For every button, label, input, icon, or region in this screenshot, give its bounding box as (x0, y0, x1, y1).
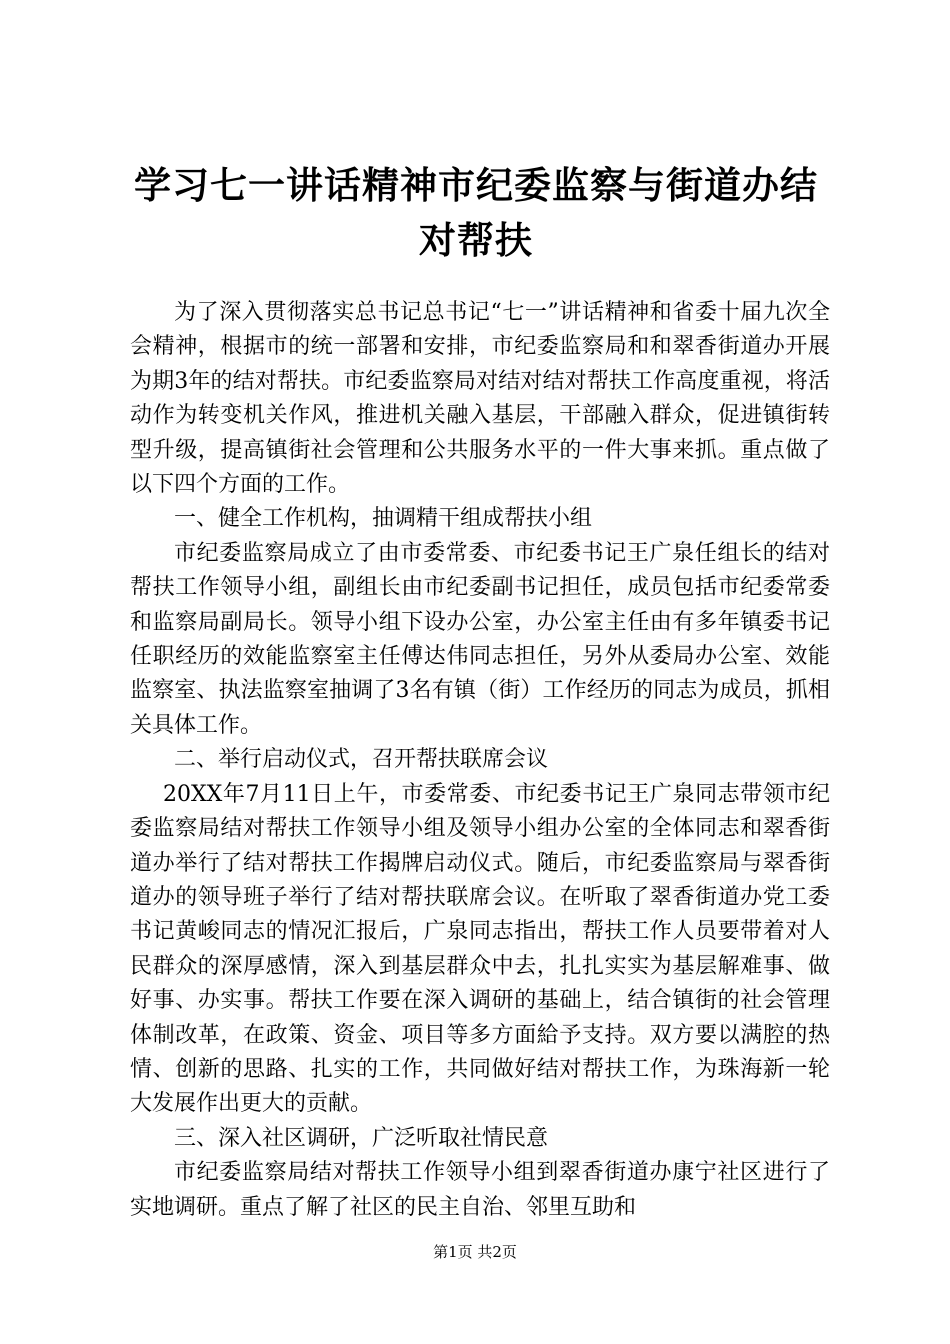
document-title: 学习七一讲话精神市纪委监察与街道办结对帮扶 (134, 164, 818, 262)
page-footer: 第1页 共2页 (433, 1243, 517, 1261)
paragraph-section-2: 20XX年7月11日上午，市委常委、市纪委书记王广泉同志带领市纪委监察局结对帮扶工作领导小组及领导小组办公室的全体同志和翠香街道办举行了结对帮扶工作揭牌启动仪式。随后，市纪委监察局与翠香街道办的领导班子举行了结对帮扶联席会议。在听取了翠香街道办党工委书记黄峻同志的情况汇报后，广泉同志指出，帮扶工作人员要带着对人民群众的深厚感情，深入到基层群众中去，扎扎实实为基层解难事、做好事、办实事。帮扶工作要在深入调研的基础上，结合镇街的社会管理体制改革，在政策、资金、项目等多方面給予支持。双方要以满腔的热情、创新的思路、扎实的工作，共同做好结对帮扶工作，为珠海新一轮大发展作出更大的贡献。 (130, 781, 830, 1117)
section-heading-1: 一、健全工作机构，抽调精干组成帮扶小组 (174, 506, 593, 532)
paragraph-section-1: 市纪委监察局成立了由市委常委、市纪委书记王广泉任组长的结对帮扶工作领导小组，副组长由市纪委副书记担任，成员包括市纪委常委和监察局副局长。领导小组下设办公室，办公室主任由有多年镇委书记任职经历的效能监察室主任傅达伟同志担任，另外从委局办公室、效能监察室、执法监察室抽调了3名有镇（街）工作经历的同志为成员，抓相关具体工作。 (130, 540, 830, 738)
paragraph-intro: 为了深入贯彻落实总书记总书记“七一”讲话精神和省委十届九次全会精神，根据市的统一部署和安排，市纪委监察局和和翠香街道办开展为期3年的结对帮扶。市纪委监察局对结对结对帮扶工作高度重视，将活动作为转变机关作风，推进机关融入基层，干部融入群众，促进镇街转型升级，提高镇街社会管理和公共服务水平的一件大事来抓。重点做了以下四个方面的工作。 (130, 300, 830, 498)
section-heading-2: 二、举行启动仪式，召开帮扶联席会议 (174, 747, 549, 773)
paragraph-section-3: 市纪委监察局结对帮扶工作领导小组到翠香街道办康宁社区进行了实地调研。重点了解了社区的民主自治、邻里互助和 (130, 1160, 830, 1220)
document-body (130, 296, 830, 1225)
section-heading-3: 三、深入社区调研，广泛听取社情民意 (174, 1125, 549, 1151)
